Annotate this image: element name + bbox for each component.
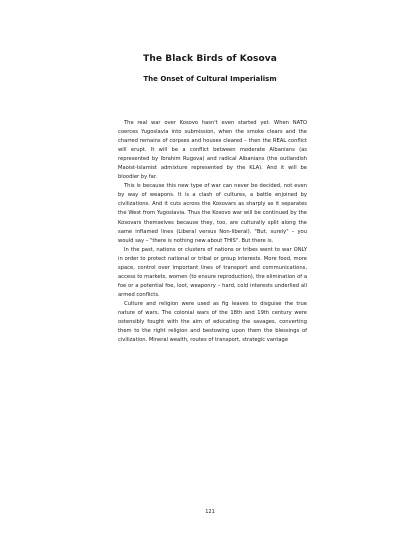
paragraph: In the past, nations or clusters of nations or tribes went to war ONLY in order to protect national or tribal or group interests. More food, more space, control over important lines of transport and communications, access to markets, women (to ensure reproduction), the elimination of a foe or a potential foe, loot, weaponry – hard, cold interests underlied all armed conflicts. xyxy=(118,246,307,298)
page-number: 121 xyxy=(205,509,215,515)
body-text xyxy=(118,119,307,345)
page-subtitle: The Onset of Cultural Imperialism xyxy=(143,75,277,83)
paragraph: This is because this new type of war can never be decided, not even by way of weapons. It is a clash of cultures, a battle enjoined by civilizations. And it cuts across the Kosovars as sharply as it separates the West from Yugoslavia. Thus the Kosovo war will be continued by the Kosovars themselves because they, too, are culturally split along the same inflamed lines (Liberal versus Non-liberal). "But, surely" – you would say – "there is nothing new about THIS". But there is. xyxy=(118,183,307,244)
paragraph: The real war over Kosovo hasn't even started yet. When NATO coerces Yugoslavia into submission, when the smoke clears and the charred remains of corpses and houses cleared – then the REAL conflict will erupt. It will be a conflict between moderate Albanians (as represented by Ibrahim Rugova) and radical Albanians (the outlandish Maoist-Islamist admixture represented by the KLA). And it will be bloodier by far. xyxy=(118,120,307,181)
page-title: The Black Birds of Kosova xyxy=(143,54,277,64)
paragraph: Culture and religion were used as fig leaves to disguise the true nature of wars. The colonial wars of the 18th and 19th century were ostensibly fought with the aim of educating the savages, converting them to the right religion and bestowing upon them the blessings of civilization. Mineral wealth, routes of transport, strategic vantage xyxy=(118,300,307,344)
